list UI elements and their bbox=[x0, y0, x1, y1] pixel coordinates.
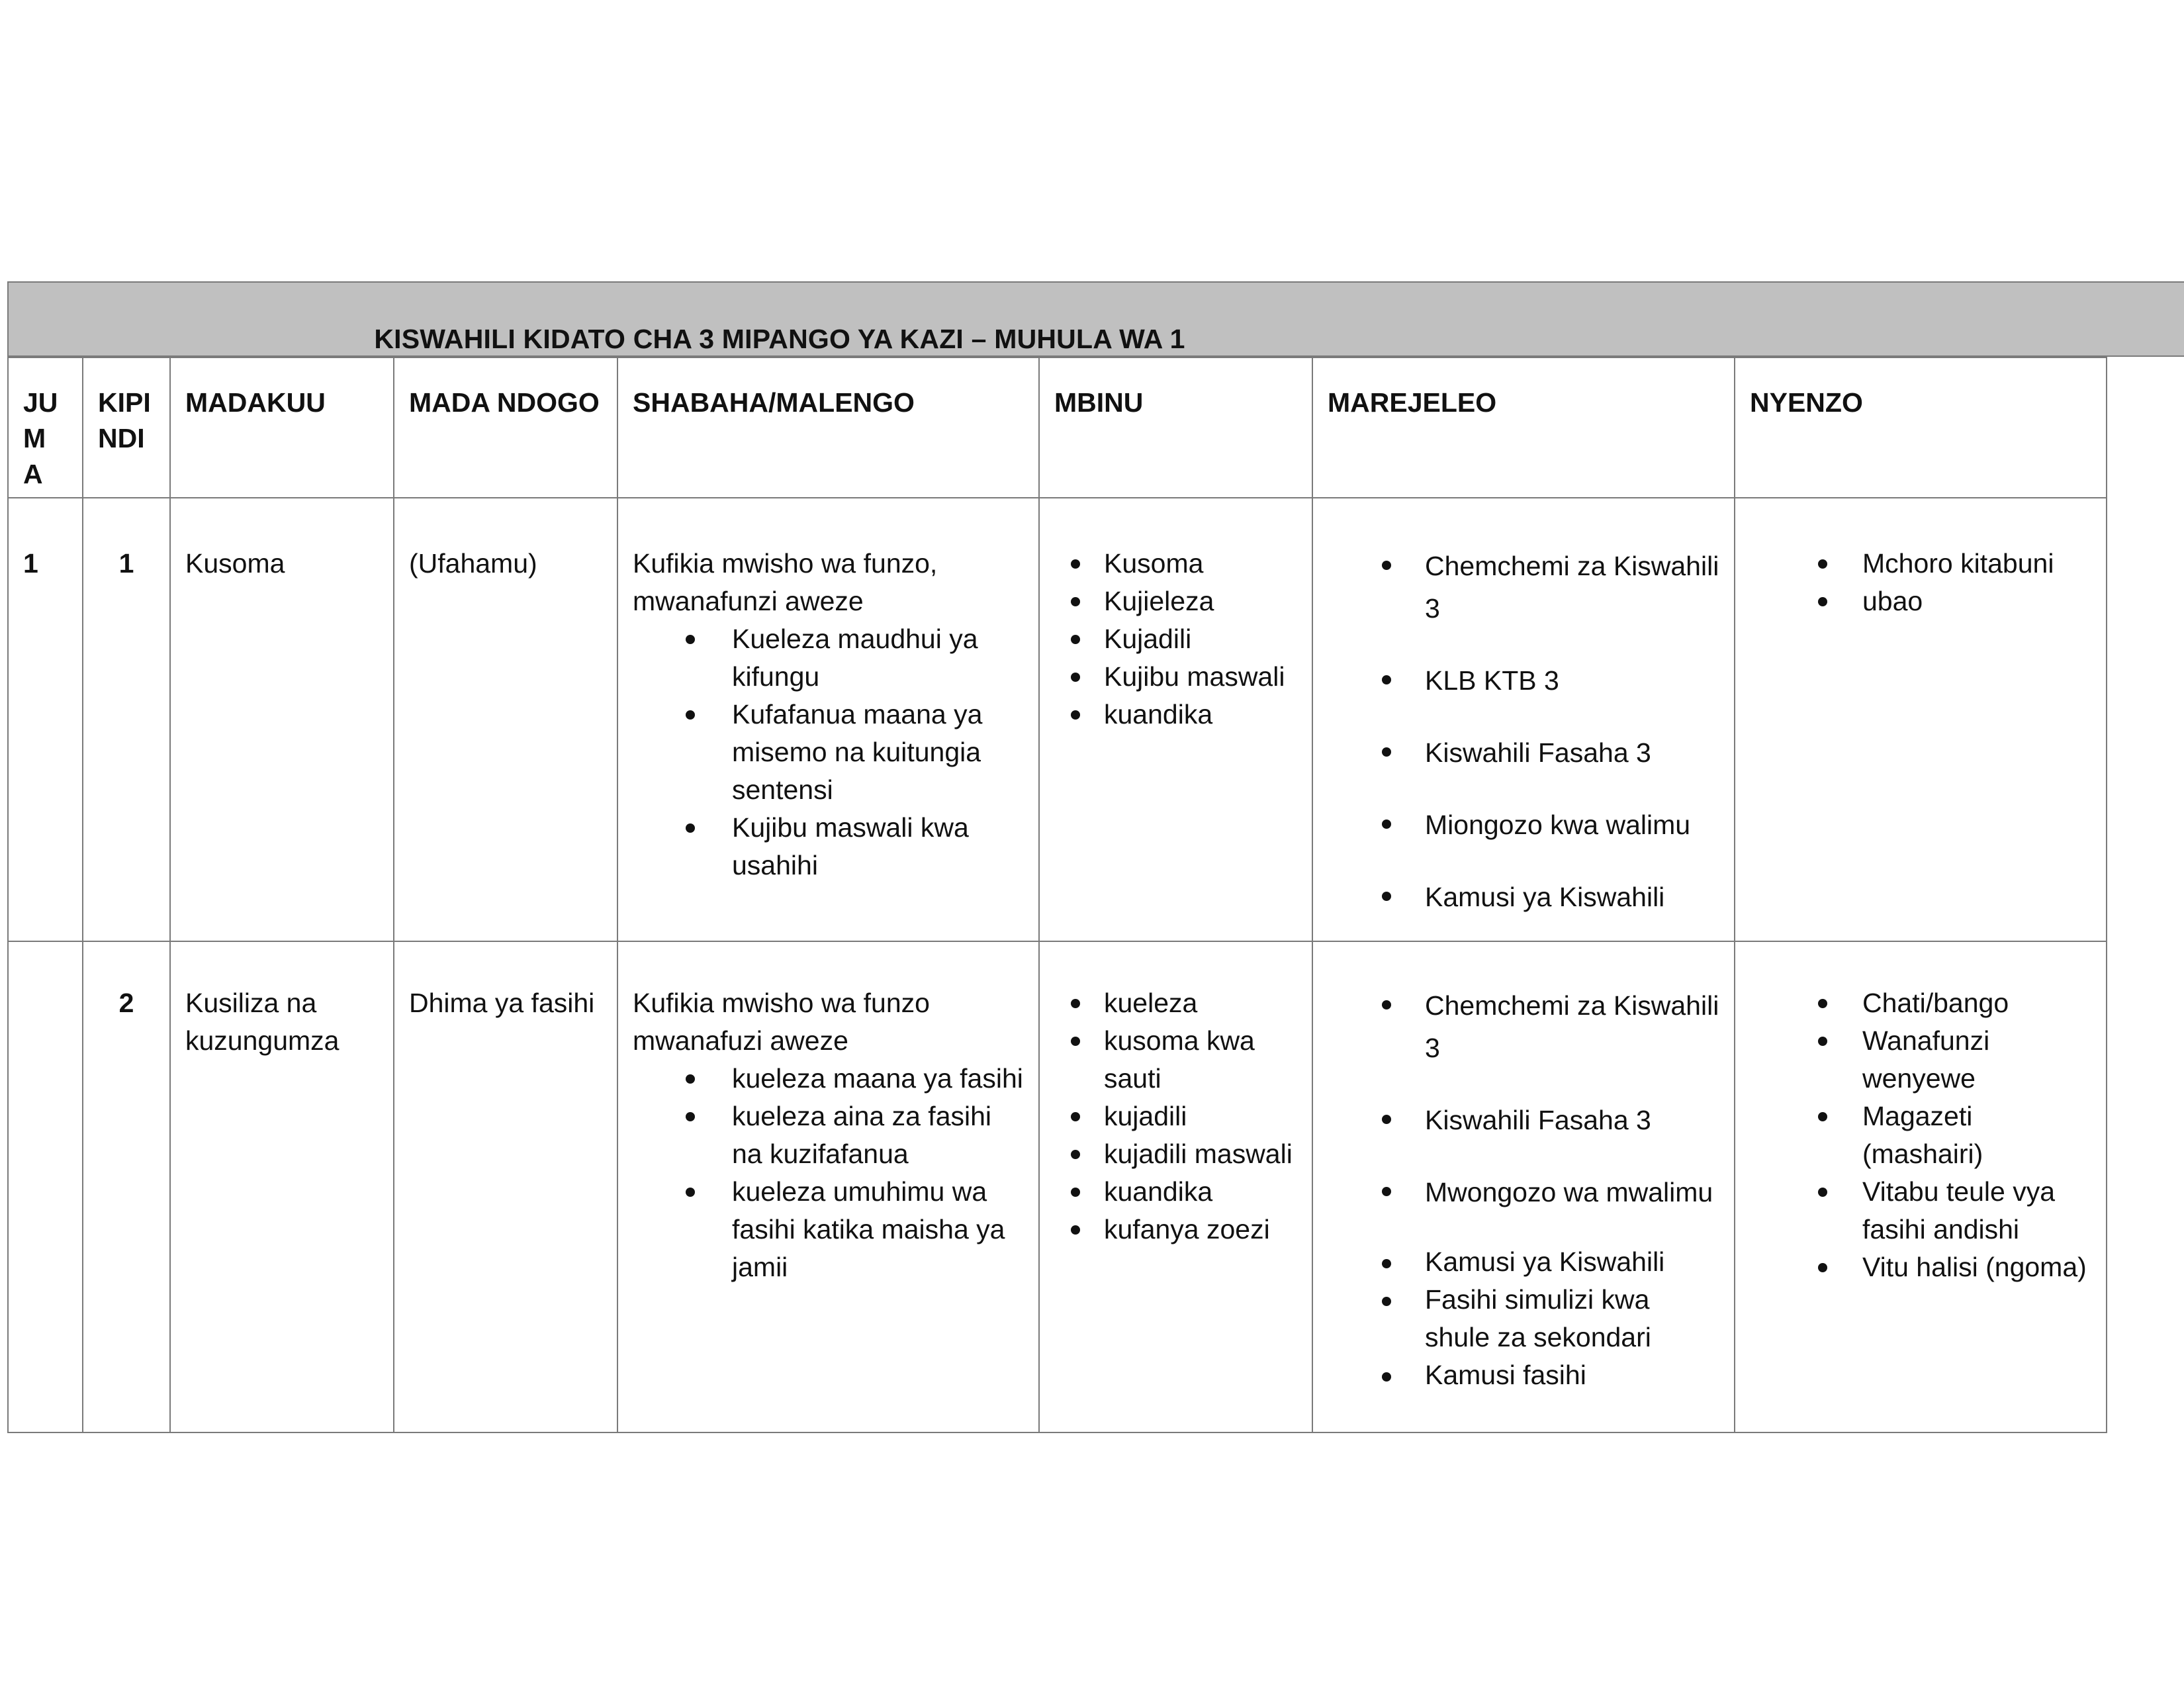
bullet-icon bbox=[1818, 559, 1827, 569]
list-item: Kusoma bbox=[1054, 545, 1297, 583]
bullet-icon bbox=[1818, 1112, 1827, 1121]
list-item: ubao bbox=[1750, 583, 2091, 620]
bullet-icon bbox=[1382, 675, 1391, 684]
list-item: Vitabu teule vya fasihi andishi bbox=[1750, 1173, 2091, 1248]
header-row bbox=[8, 357, 2107, 498]
header-madakuu: MADAKUU bbox=[170, 357, 394, 498]
table-title: KISWAHILI KIDATO CHA 3 MIPANGO YA KAZI – MUHULA WA 1 bbox=[374, 324, 1185, 354]
bullet-icon bbox=[1382, 892, 1391, 901]
list-item: Kamusi fasihi bbox=[1328, 1356, 1719, 1394]
bullet-icon bbox=[1382, 1259, 1391, 1268]
bullet-icon bbox=[1382, 561, 1391, 570]
cell-madakuu: Kusoma bbox=[170, 498, 394, 941]
bullet-icon bbox=[1071, 597, 1080, 606]
list-item: kujadili maswali bbox=[1054, 1135, 1297, 1173]
cell-mbinu bbox=[1039, 498, 1312, 941]
marejeleo-list bbox=[1328, 545, 1719, 918]
bullet-icon bbox=[1071, 1150, 1080, 1159]
bullet-icon bbox=[1071, 559, 1080, 569]
bullet-icon bbox=[1071, 635, 1080, 644]
list-item: kueleza maana ya fasihi bbox=[633, 1060, 1024, 1098]
bullet-icon bbox=[1071, 1037, 1080, 1046]
bullet-icon bbox=[1818, 1263, 1827, 1272]
cell-mada-ndogo: Dhima ya fasihi bbox=[394, 941, 617, 1432]
bullet-icon bbox=[1071, 1112, 1080, 1121]
header-kipindi-line: KIPI bbox=[98, 387, 151, 418]
bullet-icon bbox=[686, 1112, 695, 1121]
list-item: kueleza aina za fasihi na kuzifafanua bbox=[633, 1098, 1024, 1173]
bullet-icon bbox=[1818, 1188, 1827, 1197]
bullet-icon bbox=[686, 1074, 695, 1084]
cell-nyenzo bbox=[1735, 498, 2107, 941]
cell-juma bbox=[8, 941, 83, 1432]
cell-madakuu: Kusiliza na kuzungumza bbox=[170, 941, 394, 1432]
list-item: Kamusi ya Kiswahili bbox=[1328, 876, 1719, 918]
nyenzo-list bbox=[1750, 545, 2091, 620]
bullet-icon bbox=[1071, 999, 1080, 1008]
list-item: Chati/bango bbox=[1750, 984, 2091, 1022]
cell-marejeleo bbox=[1312, 941, 1735, 1432]
list-item: Kiswahili Fasaha 3 bbox=[1328, 1099, 1719, 1141]
scheme-of-work-table bbox=[7, 357, 2107, 1433]
header-marejeleo: MAREJELEO bbox=[1312, 357, 1735, 498]
bullet-icon bbox=[686, 1188, 695, 1197]
bullet-icon bbox=[1818, 1037, 1827, 1046]
list-item: Kufafanua maana ya misemo na kuitungia sentensi bbox=[633, 696, 1024, 809]
list-item: kuandika bbox=[1054, 1173, 1297, 1211]
cell-mbinu bbox=[1039, 941, 1312, 1432]
cell-mada-ndogo: (Ufahamu) bbox=[394, 498, 617, 941]
header-juma-line: A bbox=[23, 459, 43, 489]
header-shabaha: SHABAHA/MALENGO bbox=[617, 357, 1039, 498]
bullet-icon bbox=[686, 823, 695, 833]
list-item: kusoma kwa sauti bbox=[1054, 1022, 1297, 1098]
shabaha-intro: Kufikia mwisho wa funzo mwanafuzi aweze bbox=[633, 988, 930, 1056]
header-nyenzo: NYENZO bbox=[1735, 357, 2107, 498]
list-item: Magazeti (mashairi) bbox=[1750, 1098, 2091, 1173]
header-mada-ndogo: MADA NDOGO bbox=[394, 357, 617, 498]
list-item: Kujieleza bbox=[1054, 583, 1297, 620]
list-item: Miongozo kwa walimu bbox=[1328, 804, 1719, 846]
bullet-icon bbox=[1818, 999, 1827, 1008]
bullet-icon bbox=[1382, 747, 1391, 757]
table-title-bar bbox=[7, 281, 2184, 357]
mbinu-list bbox=[1054, 984, 1297, 1248]
list-item: Mwongozo wa mwalimu bbox=[1328, 1171, 1719, 1213]
bullet-icon bbox=[1382, 1187, 1391, 1196]
bullet-icon bbox=[686, 710, 695, 720]
bullet-icon bbox=[1071, 1225, 1080, 1235]
list-item: Chemchemi za Kiswahili 3 bbox=[1328, 545, 1719, 630]
mbinu-list bbox=[1054, 545, 1297, 733]
list-item: Kamusi ya Kiswahili bbox=[1328, 1243, 1719, 1281]
nyenzo-list bbox=[1750, 984, 2091, 1286]
marejeleo-list bbox=[1328, 984, 1719, 1394]
bullet-icon bbox=[1818, 597, 1827, 606]
list-item: kujadili bbox=[1054, 1098, 1297, 1135]
cell-kipindi: 2 bbox=[83, 941, 170, 1432]
cell-nyenzo bbox=[1735, 941, 2107, 1432]
list-item: kueleza bbox=[1054, 984, 1297, 1022]
shabaha-list bbox=[633, 1060, 1024, 1286]
cell-marejeleo bbox=[1312, 498, 1735, 941]
bullet-icon bbox=[1071, 1188, 1080, 1197]
cell-juma: 1 bbox=[8, 498, 83, 941]
list-item: KLB KTB 3 bbox=[1328, 659, 1719, 702]
list-item: Kujibu maswali bbox=[1054, 658, 1297, 696]
header-kipindi-line: NDI bbox=[98, 423, 145, 453]
list-item: kueleza umuhimu wa fasihi katika maisha ya jamii bbox=[633, 1173, 1024, 1286]
bullet-icon bbox=[1382, 1000, 1391, 1009]
cell-kipindi: 1 bbox=[83, 498, 170, 941]
list-item: kufanya zoezi bbox=[1054, 1211, 1297, 1248]
bullet-icon bbox=[1071, 673, 1080, 682]
bullet-icon bbox=[686, 635, 695, 644]
list-item: Kueleza maudhui ya kifungu bbox=[633, 620, 1024, 696]
table-row bbox=[8, 498, 2107, 941]
list-item: kuandika bbox=[1054, 696, 1297, 733]
list-item: Wanafunzi wenyewe bbox=[1750, 1022, 2091, 1098]
list-item: Kujibu maswali kwa usahihi bbox=[633, 809, 1024, 884]
list-item: Kiswahili Fasaha 3 bbox=[1328, 731, 1719, 774]
shabaha-intro: Kufikia mwisho wa funzo, mwanafunzi aweze bbox=[633, 548, 938, 616]
header-juma-line: JU bbox=[23, 387, 58, 418]
bullet-icon bbox=[1382, 1297, 1391, 1306]
bullet-icon bbox=[1382, 820, 1391, 829]
header-mbinu: MBINU bbox=[1039, 357, 1312, 498]
list-item: Vitu halisi (ngoma) bbox=[1750, 1248, 2091, 1286]
cell-shabaha bbox=[617, 941, 1039, 1432]
shabaha-list bbox=[633, 620, 1024, 884]
list-item: Mchoro kitabuni bbox=[1750, 545, 2091, 583]
list-item: Kujadili bbox=[1054, 620, 1297, 658]
header-kipindi bbox=[83, 357, 170, 498]
cell-shabaha bbox=[617, 498, 1039, 941]
bullet-icon bbox=[1382, 1372, 1391, 1382]
list-item: Chemchemi za Kiswahili 3 bbox=[1328, 984, 1719, 1069]
list-item: Fasihi simulizi kwa shule za sekondari bbox=[1328, 1281, 1719, 1356]
bullet-icon bbox=[1382, 1115, 1391, 1124]
bullet-icon bbox=[1071, 710, 1080, 720]
header-juma bbox=[8, 357, 83, 498]
table-row bbox=[8, 941, 2107, 1432]
header-juma-line: M bbox=[23, 423, 46, 453]
